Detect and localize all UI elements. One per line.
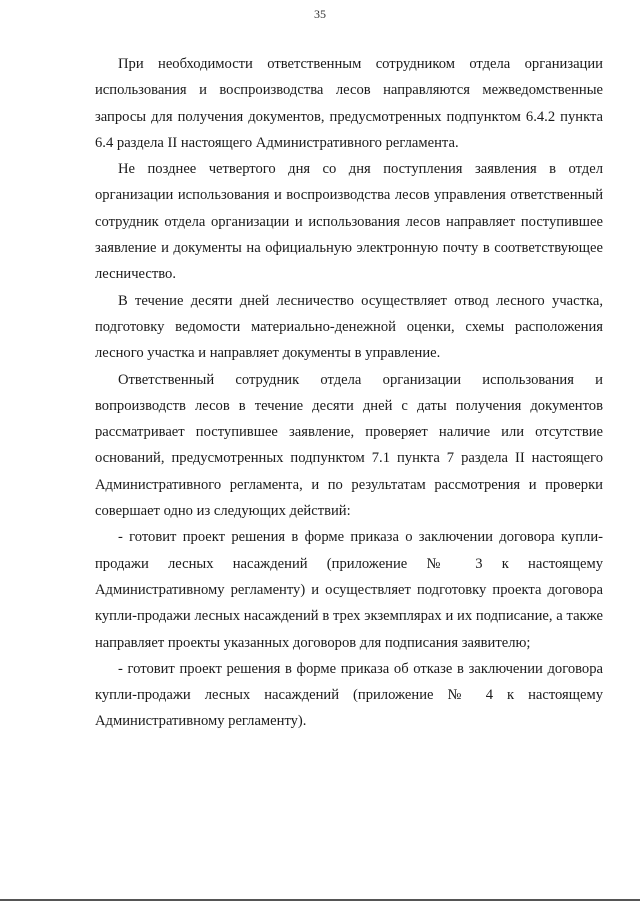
page-number: 35 <box>314 7 326 21</box>
paragraph-forestry-allotment: В течение десяти дней лесничество осуществляет отвод лесного участка, подготовку ведомости материально-денежной оценки, схемы расположения лесного участка и направляет документы в управление. <box>95 292 603 362</box>
paragraph-interagency-requests: При необходимости ответственным сотрудником отдела организации использования и воспроизводства лесов направляются межведомственные запросы для получения документов, предусмотренных подпунктом 6.4.2 пункта 6.4 раздела II настоящего Административного регламента. <box>95 56 603 151</box>
page-bottom-edge <box>0 899 640 901</box>
list-item-refusal-order: - готовит проект решения в форме приказа об отказе в заключении договора купли-продажи лесных насаждений (приложение № 4 к настоящему Административному регламенту). <box>95 660 603 730</box>
list-item-approval-order: - готовит проект решения в форме приказа о заключении договора купли-продажи лесных насаждений (приложение № 3 к настоящему Административному регламенту) и осуществляет подготовку проекта договора купли-продажи лесных насаждений в трех экземплярах и их подписание, а также направляет проекты указанных договоров для подписания заявителю; <box>95 529 603 651</box>
paragraph-review-application: Ответственный сотрудник отдела организации использования и вопроизводств лесов в течение десяти дней с даты получения документов рассматривает поступившее заявление, проверяет наличие или отсутствие оснований, предусмотренных подпунктом 7.1 пункта 7 раздела II настоящего Административного регламента, и по результатам рассмотрения и проверки совершает одно из следующих действий: <box>95 371 603 520</box>
document-body <box>95 51 603 735</box>
paragraph-forwarding-to-forestry: Не позднее четвертого дня со дня поступления заявления в отдел организации использования и воспроизводства лесов управления ответственный сотрудник отдела организации и использования лесов направляет поступившее заявление и документы на официальную электронную почту в соответствующее лесничество. <box>95 161 603 283</box>
